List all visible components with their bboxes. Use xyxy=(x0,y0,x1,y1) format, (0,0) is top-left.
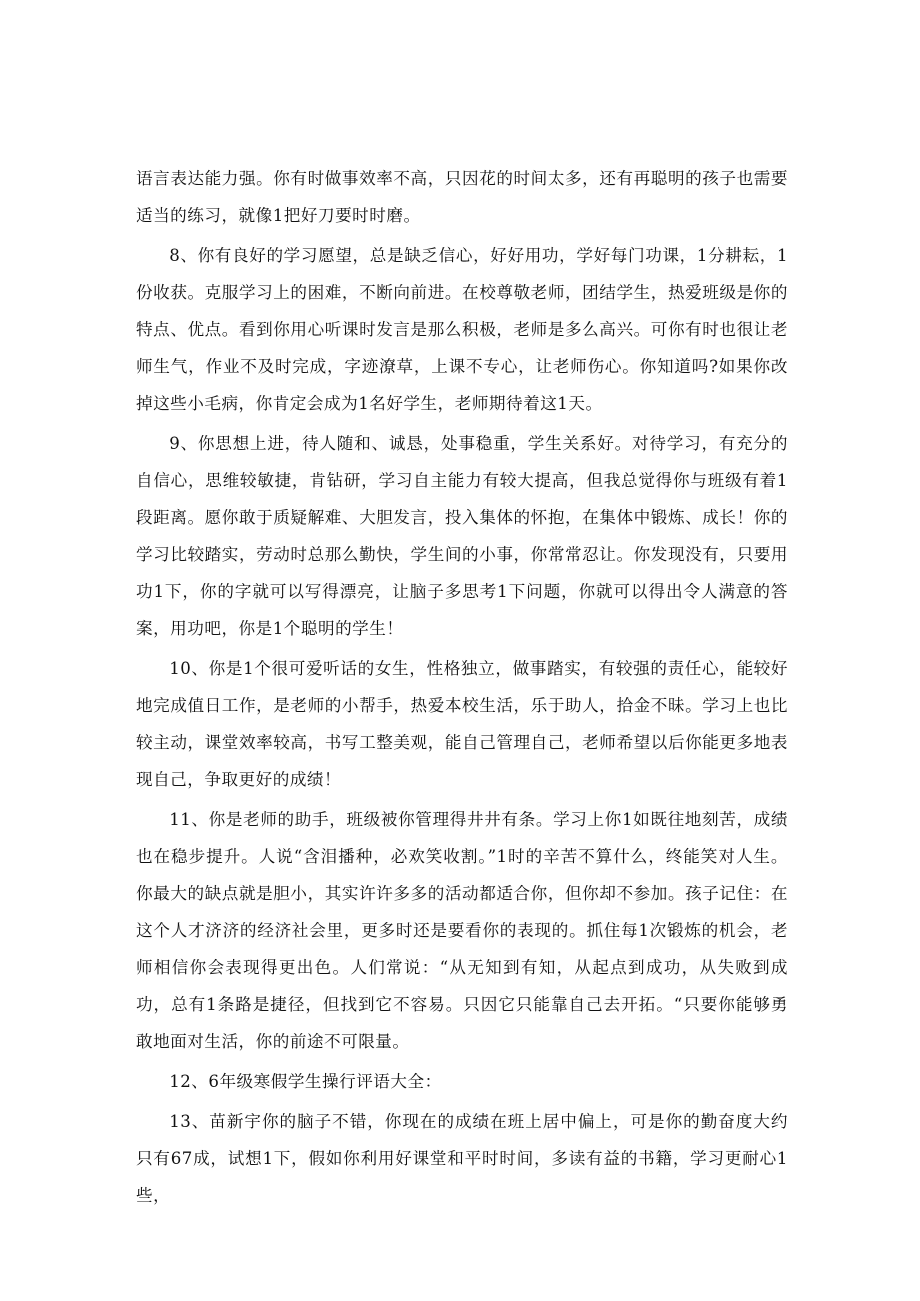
document-body xyxy=(136,160,788,1217)
paragraph-9: 9、你思想上进，待人随和、诚恳，处事稳重，学生关系好。对待学习，有充分的自信心，思维较敏捷，肯钻研，学习自主能力有较大提高，但我总觉得你与班级有着1段距离。愿你敢于质疑解难、大胆发言，投入集体的怀抱，在集体中锻炼、成长！你的学习比较踏实，劳动时总那么勤快，学生间的小事，你常常忍让。你发现没有，只要用功1下，你的字就可以写得漂亮，让脑子多思考1下问题，你就可以得出令人满意的答案，用功吧，你是1个聪明的学生！ xyxy=(136,434,788,638)
paragraph-13: 13、苗新宇你的脑子不错，你现在的成绩在班上居中偏上，可是你的勤奋度大约只有67成，试想1下，假如你利用好课堂和平时时间，多读有益的书籍，学习更耐心1些， xyxy=(136,1112,788,1205)
paragraph-continuation: 语言表达能力强。你有时做事效率不高，只因花的时间太多，还有再聪明的孩子也需要适当的练习，就像1把好刀要时时磨。 xyxy=(136,169,788,225)
paragraph-10: 10、你是1个很可爱听话的女生，性格独立，做事踏实，有较强的责任心，能较好地完成值日工作，是老师的小帮手，热爱本校生活，乐于助人，拾金不昧。学习上也比较主动，课堂效率较高，书写工整美观，能自己管理自己，老师希望以后你能更多地表现自己，争取更好的成绩！ xyxy=(136,659,788,789)
paragraph-12-heading: 12、6年级寒假学生操行评语大全： xyxy=(169,1072,442,1091)
paragraph-8: 8、你有良好的学习愿望，总是缺乏信心，好好用功，学好每门功课，1分耕耘，1份收获。克服学习上的困难，不断向前进。在校尊敬老师，团结学生，热爱班级是你的特点、优点。看到你用心听课时发言是那么积极，老师是多么高兴。可你有时也很让老师生气，作业不及时完成，字迹潦草，上课不专心，让老师伤心。你知道吗?如果你改掉这些小毛病，你肯定会成为1名好学生，老师期待着这1天。 xyxy=(136,246,788,413)
paragraph-11: 11、你是老师的助手，班级被你管理得井井有条。学习上你1如既往地刻苦，成绩也在稳步提升。人说“含泪播种，必欢笑收割。”1时的辛苦不算什么，终能笑对人生。你最大的缺点就是胆小，其实许许多多的活动都适合你，但你却不参加。孩子记住：在这个人才济济的经济社会里，更多时还是要看你的表现的。抓住每1次锻炼的机会，老师相信你会表现得更出色。人们常说：“从无知到有知，从起点到成功，从失败到成功，总有1条路是捷径，但找到它不容易。只因它只能靠自己去开拓。“只要你能够勇敢地面对生活，你的前途不可限量。 xyxy=(136,810,788,1051)
